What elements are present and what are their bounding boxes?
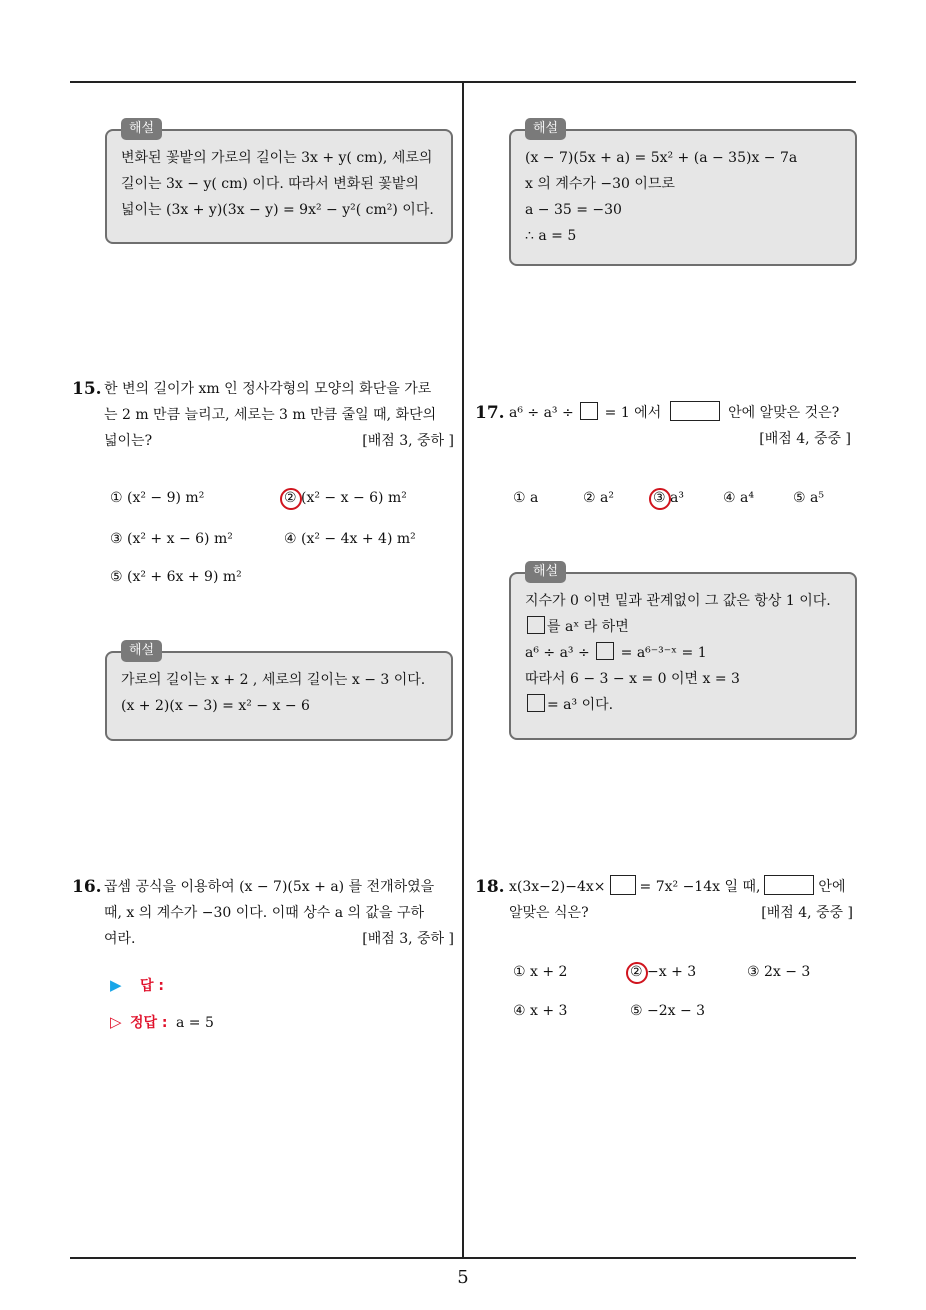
question-line-text: 여라. bbox=[104, 931, 136, 947]
blank-box bbox=[527, 616, 545, 634]
solution-line: 넓이는 (3x + y)(3x − y) = 9x² − y²( cm²) 이다. bbox=[121, 202, 434, 218]
blank-box-wide bbox=[670, 401, 720, 421]
choice-15-5[interactable]: ⑤ (x² + 6x + 9) m² bbox=[110, 569, 242, 585]
question-16 bbox=[72, 874, 456, 954]
question-line: 한 변의 길이가 xm 인 정사각형의 모양의 화단을 가로 bbox=[104, 381, 432, 397]
solution-line: 따라서 6 − 3 − x = 0 이면 x = 3 bbox=[525, 671, 740, 687]
correct-answer-value: a = 5 bbox=[175, 1015, 214, 1031]
solution-line: a − 35 = −30 bbox=[525, 202, 622, 218]
solution-tag: 해설 bbox=[121, 118, 162, 140]
choice-18-5[interactable]: ⑤ −2x − 3 bbox=[630, 1003, 706, 1019]
score-difficulty: [배점 4, 중중 ] bbox=[761, 905, 853, 921]
question-15 bbox=[72, 376, 456, 456]
question-line: 곱셈 공식을 이용하여 (x − 7)(5x + a) 를 전개하였을 bbox=[104, 879, 435, 895]
question-number: 15. bbox=[72, 379, 102, 399]
selected-answer-circle bbox=[280, 488, 302, 510]
question-18 bbox=[475, 874, 859, 930]
blank-box bbox=[596, 642, 614, 660]
question-line bbox=[509, 874, 859, 900]
solution-text: a⁶ ÷ a³ ÷ bbox=[525, 645, 590, 661]
blank-box bbox=[527, 694, 545, 712]
score-difficulty: [배점 3, 중하 ] bbox=[362, 931, 454, 947]
question-expr: 안에 bbox=[818, 879, 846, 895]
solution-tag: 해설 bbox=[525, 118, 566, 140]
solution-tag: 해설 bbox=[525, 561, 566, 583]
question-text bbox=[104, 874, 454, 952]
solution-line bbox=[525, 614, 843, 640]
bottom-rule bbox=[70, 1257, 856, 1259]
choice-18-2[interactable]: ② −x + 3 bbox=[630, 964, 697, 980]
solution-box-15 bbox=[105, 643, 453, 741]
choice-15-3[interactable]: ③ (x² + x − 6) m² bbox=[110, 531, 233, 547]
question-expr: 안에 알맞은 것은? bbox=[728, 405, 840, 421]
solution-box-prev-right bbox=[509, 121, 857, 266]
score-difficulty: [배점 3, 중하 ] bbox=[362, 433, 454, 449]
question-line bbox=[104, 926, 454, 952]
correct-answer-label: 정답 : bbox=[130, 1015, 168, 1031]
solution-line bbox=[525, 692, 843, 718]
question-text bbox=[509, 874, 859, 926]
selected-answer-circle bbox=[626, 962, 648, 984]
question-line: 는 2 m 만큼 늘리고, 세로는 3 m 만큼 줄일 때, 화단의 bbox=[104, 407, 437, 423]
question-expr: x(3x−2)−4x× bbox=[509, 879, 606, 895]
solution-box-prev-left bbox=[105, 121, 453, 244]
triangle-outline-icon: ▷ bbox=[110, 1013, 122, 1031]
choice-17-4[interactable]: ④ a⁴ bbox=[723, 490, 754, 506]
question-17 bbox=[475, 400, 859, 456]
question-line bbox=[104, 428, 454, 454]
question-text bbox=[509, 400, 859, 452]
solution-text: 를 aˣ 라 하면 bbox=[547, 619, 629, 635]
solution-line: 길이는 3x − y( cm) 이다. 따라서 변화된 꽃밭의 bbox=[121, 176, 419, 192]
triangle-right-icon: ▶ bbox=[110, 976, 122, 994]
solution-line bbox=[525, 640, 843, 666]
choice-15-2[interactable]: ② (x² − x − 6) m² bbox=[284, 490, 407, 506]
blank-box bbox=[580, 402, 598, 420]
blank-box-wide bbox=[610, 875, 636, 895]
solution-line: 변화된 꽃밭의 가로의 길이는 3x + y( cm), 세로의 bbox=[121, 150, 433, 166]
question-line bbox=[509, 400, 859, 426]
question-number: 18. bbox=[475, 877, 505, 897]
solution-text: = a⁶⁻³⁻ˣ = 1 bbox=[620, 645, 707, 661]
correct-answer-row bbox=[110, 1012, 214, 1032]
choice-17-1[interactable]: ① a bbox=[513, 490, 539, 506]
solution-line: (x − 7)(5x + a) = 5x² + (a − 35)x − 7a bbox=[525, 150, 798, 166]
selected-answer-circle bbox=[649, 488, 671, 510]
question-expr: = 1 에서 bbox=[604, 405, 662, 421]
choice-18-3[interactable]: ③ 2x − 3 bbox=[747, 964, 811, 980]
solution-line: x 의 계수가 −30 이므로 bbox=[525, 176, 675, 192]
choice-18-4[interactable]: ④ x + 3 bbox=[513, 1003, 568, 1019]
question-number: 16. bbox=[72, 877, 102, 897]
page-number: 5 bbox=[457, 1267, 469, 1288]
solution-line: ∴ a = 5 bbox=[525, 228, 577, 244]
question-line bbox=[509, 900, 859, 926]
question-expr: a⁶ ÷ a³ ÷ bbox=[509, 405, 574, 421]
solution-tag: 해설 bbox=[121, 640, 162, 662]
question-expr: = 7x² −14x 일 때, bbox=[639, 879, 761, 895]
score-difficulty: [배점 4, 중중 ] bbox=[759, 431, 851, 447]
choice-15-1[interactable]: ① (x² − 9) m² bbox=[110, 490, 205, 506]
solution-text: = a³ 이다. bbox=[547, 697, 614, 713]
question-line-text: 알맞은 식은? bbox=[509, 905, 589, 921]
question-number: 17. bbox=[475, 403, 505, 423]
column-divider bbox=[462, 83, 464, 1257]
solution-line: (x + 2)(x − 3) = x² − x − 6 bbox=[121, 698, 310, 714]
blank-box-wide bbox=[764, 875, 814, 895]
answer-row bbox=[110, 975, 164, 995]
choice-15-4[interactable]: ④ (x² − 4x + 4) m² bbox=[284, 531, 416, 547]
choice-18-1[interactable]: ① x + 2 bbox=[513, 964, 568, 980]
solution-line: 지수가 0 이면 밑과 관계없이 그 값은 항상 1 이다. bbox=[525, 593, 831, 609]
choice-17-2[interactable]: ② a² bbox=[583, 490, 614, 506]
solution-box-17 bbox=[509, 564, 857, 740]
choice-17-5[interactable]: ⑤ a⁵ bbox=[793, 490, 824, 506]
answer-label: 답 : bbox=[140, 978, 164, 994]
question-text bbox=[104, 376, 454, 454]
choice-17-3[interactable]: ③ a³ bbox=[653, 490, 684, 506]
question-line: 때, x 의 계수가 −30 이다. 이때 상수 a 의 값을 구하 bbox=[104, 905, 425, 921]
question-line-text: 넓이는? bbox=[104, 433, 153, 449]
solution-line: 가로의 길이는 x + 2 , 세로의 길이는 x − 3 이다. bbox=[121, 672, 426, 688]
